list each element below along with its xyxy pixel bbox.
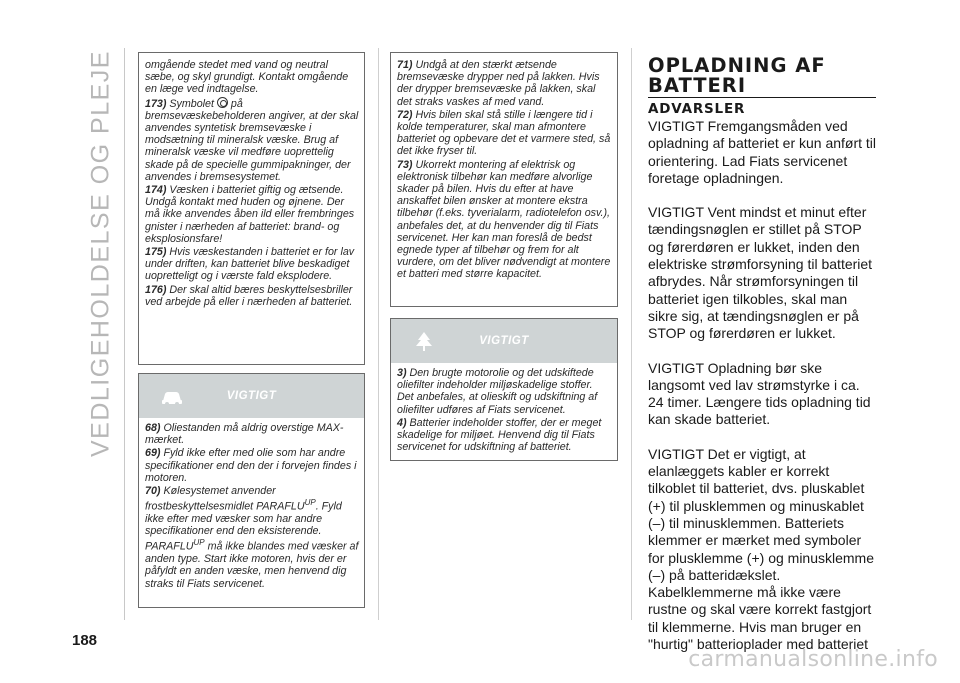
note-item bbox=[397, 59, 612, 108]
warning-notes-box-2 bbox=[390, 52, 618, 307]
note-item bbox=[145, 284, 359, 308]
note-text: Batterier indeholder stoffer, der er meget skadelige for miljøet. Henvend dig til Fiats servicenet for udskiftning af batteriet. bbox=[397, 416, 602, 454]
note-item bbox=[397, 367, 612, 416]
note-item bbox=[145, 59, 359, 96]
warning-paragraph: VIGTIGT Vent mindst et minut efter tændingsnøglen er stillet på STOP og førerdøren er lukket, inden den elektriske strømforsyning til batteriet afbrydes. Når strømforsyningen til batteriet igen tilkobles, skal man sikre sig, at tændingsnøglen er på STOP og førerdøren er lukket. bbox=[648, 204, 873, 342]
note-item bbox=[145, 184, 359, 245]
page-number: 188 bbox=[72, 632, 98, 649]
superscript: UP bbox=[304, 498, 316, 508]
note-text: Kølesystemet anvender frostbeskyttelsesmidlet PARAFLU bbox=[145, 485, 305, 513]
warnings-heading: ADVARSLER bbox=[648, 101, 746, 117]
note-number: 70) bbox=[145, 485, 161, 498]
note-text: . Fyld ikke efter med væsker som har andre specifikationer end den eksisterende. PARAFLU bbox=[145, 500, 342, 553]
note-number: 174) bbox=[145, 184, 167, 197]
note-item bbox=[145, 485, 359, 590]
note-number: 176) bbox=[145, 283, 167, 296]
note-number: 68) bbox=[145, 422, 161, 434]
note-item bbox=[145, 422, 359, 446]
note-number: 69) bbox=[145, 447, 161, 460]
car-service-icon bbox=[159, 384, 185, 408]
warning-paragraph: VIGTIGT Det er vigtigt, at elanlæggets kabler er korrekt tilkoblet til batteriet, dvs. pluskablet (+) til plusklemmen og minuskablet (–) til minusklemmen. Batteriets klemmer er mærket med symboler for plusklemme (+) og minusklemme (–) på batteridækslet. Kabelklemmerne må ikke være rustne og skal være korrekt fastgjort til klemmerne. Hvis man bruger en "hurtig" batterioplader med batteriet bbox=[648, 445, 875, 653]
note-item bbox=[145, 97, 359, 183]
superscript: UP bbox=[193, 538, 205, 548]
note-item bbox=[397, 417, 612, 454]
note-text: Den brugte motorolie og det udskiftede oliefilter indeholder miljøskadelige stoffer. Det anbefales, at olieskift og udskiftning af oliefilter udføres af Fiats servicenet. bbox=[397, 367, 598, 416]
important-label: VIGTIGT bbox=[479, 334, 529, 347]
note-text: Symbolet bbox=[169, 97, 214, 110]
note-text: på bremsevæskebeholderen angiver, at der skal anvendes syntetisk bremsevæske i modsætning til mineralsk væske. Brug af mineralsk væske vil medføre uoprettelig skade på de specielle gummipakninger, der anvendes i bremsesystemet. bbox=[145, 97, 359, 183]
note-number: 72) bbox=[397, 108, 413, 121]
note-number: 173) bbox=[145, 97, 167, 110]
important-box-1 bbox=[138, 373, 365, 608]
note-text: Oliestanden må aldrig overstige MAX-mærket. bbox=[145, 422, 344, 447]
note-text: Undgå at den stærkt ætsende bremsevæske drypper ned på lakken. Hvis der drypper bremsevæske på lakken, skal det straks vaskes af med vand. bbox=[397, 59, 600, 108]
warning-paragraph: VIGTIGT Opladning bør ske langsomt ved lav strømstyrke i ca. 24 timer. Længere tids opladning tid kan skade batteriet. bbox=[648, 359, 871, 428]
side-divider bbox=[124, 48, 125, 620]
note-number: 73) bbox=[397, 158, 413, 171]
title-underline bbox=[648, 97, 876, 98]
note-text: Hvis bilen skal stå stille i længere tid i kolde temperaturer, skal man afmontere batteriet og opbevare det et varmere sted, så det ikke fryser til. bbox=[397, 108, 611, 158]
warning-paragraph: VIGTIGT Fremgangsmåden ved opladning af batteriet er kun anført til orientering. Lad Fiats servicenet foretage opladningen. bbox=[648, 118, 877, 186]
note-item bbox=[397, 159, 612, 281]
note-text: Fyld ikke efter med olie som har andre specifikationer end den der i forvejen findes i motoren. bbox=[145, 447, 357, 484]
column-divider-1 bbox=[378, 48, 379, 620]
important-header bbox=[391, 319, 617, 363]
note-text: Væsken i batteriet giftig og ætsende. Undgå kontakt med huden og øjnene. Der må ikke anvendes åben ild eller frembringes gnister i nærheden af batteriet: brand- og eksplosionsfare! bbox=[145, 184, 355, 245]
section-title: OPLADNING AF BATTERI bbox=[648, 54, 826, 97]
tree-environment-icon bbox=[411, 329, 437, 353]
brake-fluid-symbol-icon bbox=[217, 97, 228, 108]
note-text: Hvis væskestanden i batteriet er for lav under driften, kan batteriet blive beskadiget uopretteligt og i værste fald eksplodere. bbox=[145, 246, 355, 283]
note-item bbox=[145, 246, 359, 283]
note-number: 175) bbox=[145, 246, 167, 259]
warnings-list bbox=[648, 118, 878, 670]
note-number: 4) bbox=[397, 416, 407, 429]
watermark: carmanualsonline.info bbox=[688, 647, 938, 672]
note-text: må ikke blandes med væsker af anden type. Start ikke motoren, hvis der er påfyldt en anden væske, men henvend dig straks til Fiats servicenet. bbox=[145, 540, 359, 590]
note-number: 71) bbox=[397, 59, 413, 71]
warning-notes-box-1 bbox=[138, 52, 365, 365]
note-number: 3) bbox=[397, 367, 407, 379]
note-text: omgående stedet med vand og neutral sæbe, og skyl grundigt. Kontakt omgående en læge ved indtagelse. bbox=[145, 59, 349, 96]
important-label: VIGTIGT bbox=[226, 389, 277, 402]
side-section-title: VEDLIGEHOLDELSE OG PLEJE bbox=[86, 50, 115, 457]
note-item bbox=[397, 109, 612, 158]
important-box-2 bbox=[390, 318, 618, 461]
note-text: Der skal altid bæres beskyttelsesbriller ved arbejde på eller i nærheden af batteriet. bbox=[145, 283, 353, 308]
column-divider-2 bbox=[631, 48, 632, 620]
note-text: Ukorrekt montering af elektrisk og elektronisk tilbehør kan medføre alvorlige skader på bilen. Hvis du efter at have anskaffet bilen ønsker at montere ekstra tilbehør (f.eks. tyverialarm, radiotelefon osv.), anbefales det, at du henvender dig til Fiats servicenet. Her kan man foreslå de bedst egnede typer af tilbehør og frem for alt vurdere, om det bliver nødvendigt at montere et batteri med større kapacitet. bbox=[397, 158, 611, 281]
important-header bbox=[139, 374, 364, 418]
note-item bbox=[145, 447, 359, 484]
